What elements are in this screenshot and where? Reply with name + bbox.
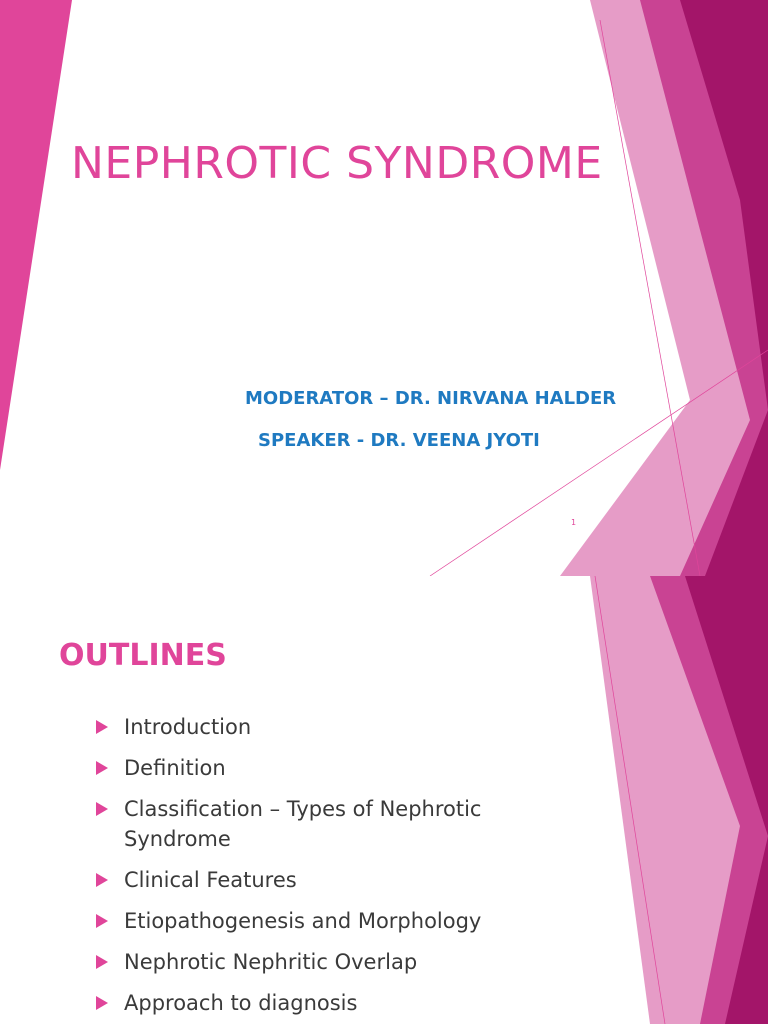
bullet-triangle-icon (96, 761, 108, 775)
moderator-line: MODERATOR – DR. NIRVANA HALDER (245, 388, 617, 409)
list-item (96, 753, 566, 783)
bullet-triangle-icon (96, 802, 108, 816)
list-item (96, 712, 566, 742)
bullet-triangle-icon (96, 914, 108, 928)
outline-list (96, 712, 566, 1024)
bullet-triangle-icon (96, 996, 108, 1010)
bullet-triangle-icon (96, 720, 108, 734)
bullet-triangle-icon (96, 873, 108, 887)
list-item (96, 947, 566, 977)
list-item-text: Etiopathogenesis and Morphology (124, 909, 482, 933)
list-item-text: Nephrotic Nephritic Overlap (124, 950, 418, 974)
list-item-text: Clinical Features (124, 868, 297, 892)
outline-slide (0, 576, 768, 1024)
list-item (96, 906, 566, 936)
left-pink-shape (0, 0, 72, 470)
speaker-line: SPEAKER - DR. VEENA JYOTI (258, 430, 540, 451)
list-item (96, 794, 566, 854)
list-item-text: Introduction (124, 715, 252, 739)
bullet-triangle-icon (96, 955, 108, 969)
list-item-text: Definition (124, 756, 226, 780)
slide-title: NEPHROTIC SYNDROME (71, 138, 603, 189)
list-item (96, 988, 566, 1018)
list-item (96, 865, 566, 895)
list-item-text: Approach to diagnosis (124, 991, 358, 1015)
page-number: 1 (571, 518, 577, 527)
list-item-text: Classification – Types of Nephrotic Syndrome (124, 797, 482, 851)
outline-title: OUTLINES (59, 638, 227, 673)
